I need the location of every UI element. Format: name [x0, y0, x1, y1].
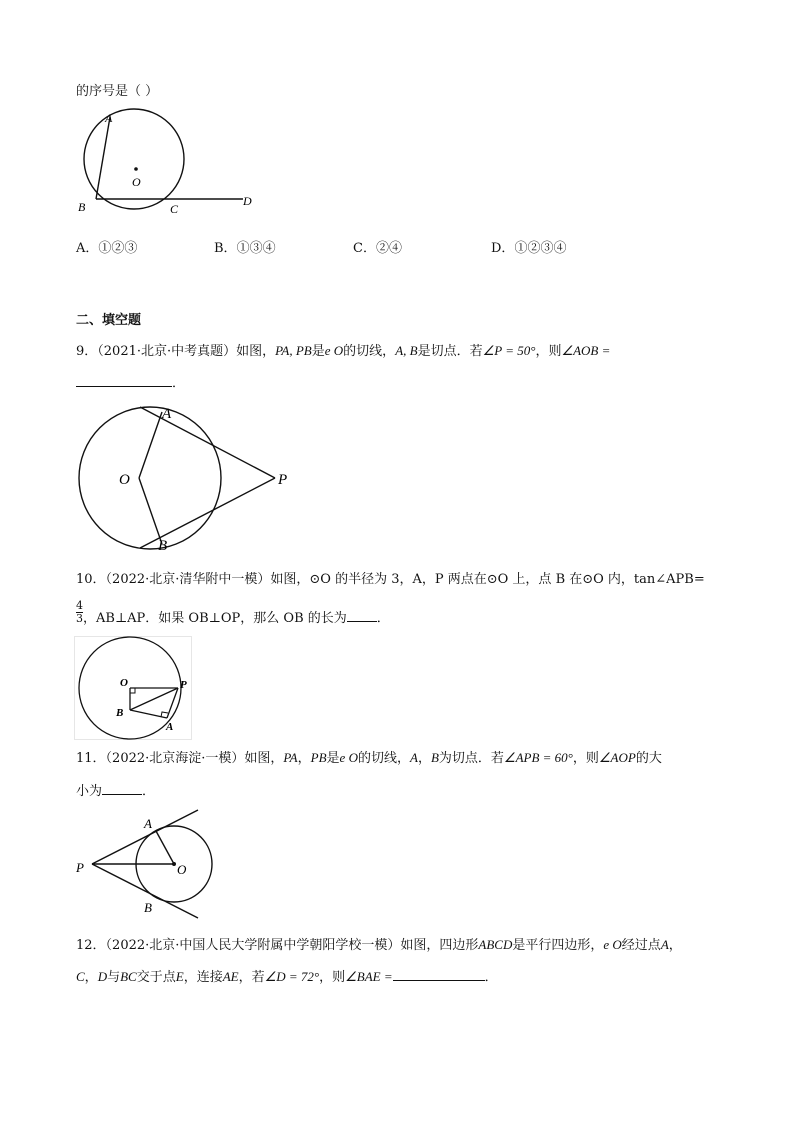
- q11-text-line2: 小为: [76, 784, 103, 799]
- q9-math-a-b: A, B: [395, 343, 418, 358]
- q10-text-line2: ，AB⊥AP．如果 OB⊥OP，那么 OB 的长为: [83, 611, 347, 626]
- q8-option-b-text: ①③④: [236, 241, 276, 256]
- q12-number: 12．: [76, 938, 106, 953]
- q10-number: 10．: [76, 572, 106, 587]
- q11-math-a: A: [409, 750, 418, 765]
- q12-answer-blank[interactable]: [393, 966, 485, 981]
- q8-question-tail: 的序号是（ ）: [76, 84, 159, 99]
- q9-text-tangent: 的切线，: [343, 344, 396, 359]
- q10-fraction: [76, 600, 83, 625]
- q11-math-circle-o: e O: [339, 750, 358, 765]
- q8-label-b: B: [78, 200, 86, 214]
- q12-comma: ，: [668, 938, 682, 953]
- q11-figure: [70, 806, 220, 922]
- q10-answer-blank[interactable]: [347, 607, 377, 622]
- q9-label-b: B: [158, 538, 168, 554]
- q10-question-line1: [76, 571, 705, 589]
- q9-number: 9．: [76, 344, 98, 359]
- q12-text-ruo: ，若: [238, 970, 265, 985]
- q8-circle: [84, 109, 184, 209]
- q12-math-e: E: [175, 969, 184, 984]
- q12-end: ．: [484, 970, 498, 985]
- q9-radius-oa: [139, 412, 162, 478]
- q9-label-p: P: [278, 472, 288, 488]
- q11-label-o: O: [177, 862, 187, 877]
- q11-answer-blank[interactable]: [102, 780, 142, 795]
- q8-option-a-text: ①②③: [98, 241, 138, 256]
- q12-math-angle-bae: ∠BAE =: [345, 969, 393, 984]
- q9-answer-line: [76, 372, 185, 393]
- q9-text-tangent-points: 是切点．若: [417, 344, 483, 359]
- q9-label-o: O: [119, 472, 130, 488]
- q10-figure: [74, 636, 192, 740]
- q9-math-angle-p: ∠P = 50°: [482, 343, 536, 358]
- section-title-fill-in: 二、填空题: [76, 313, 142, 328]
- q9-answer-blank[interactable]: [76, 372, 172, 387]
- q12-comma2: ，: [84, 970, 98, 985]
- q12-math-abcd: ABCD: [478, 937, 513, 952]
- q11-math-angle-apb: ∠APB = 60°: [503, 750, 573, 765]
- q11-text-shi: 是: [326, 751, 340, 766]
- q9-figure: [70, 398, 300, 556]
- q10-label-p: P: [180, 679, 187, 691]
- q11-math-b: B: [430, 750, 439, 765]
- q12-math-circle-o: e O: [603, 937, 622, 952]
- q12-text-yu: 与: [107, 970, 121, 985]
- q11-math-angle-aop: ∠AOP: [598, 750, 636, 765]
- q12-source: （2022·北京·中国人民大学附属中学朝阳学校一模）如图，四边形: [105, 938, 479, 953]
- q10-right-angle-o: [130, 688, 135, 693]
- q10-label-o: O: [120, 677, 128, 689]
- q9-question-line1: [76, 342, 610, 361]
- q8-option-d-letter: D．: [491, 241, 515, 256]
- q9-math-angle-aob: ∠AOB =: [561, 343, 611, 358]
- q12-math-ae: AE: [222, 969, 239, 984]
- q9-label-a: A: [162, 406, 172, 422]
- q8-label-a: A: [105, 111, 113, 125]
- q8-option-a-letter: A．: [76, 241, 99, 256]
- q12-math-angle-d: ∠D = 72°: [264, 969, 320, 984]
- q11-label-b: B: [144, 900, 152, 915]
- q8-figure: [70, 105, 270, 225]
- q11-text-tangent: 的切线，: [357, 751, 410, 766]
- q8-option-d[interactable]: [491, 240, 566, 258]
- q12-math-a: A: [660, 937, 669, 952]
- q12-text-parallelogram: 是平行四边形，: [512, 938, 604, 953]
- q8-option-b-letter: B．: [214, 241, 237, 256]
- q8-option-b[interactable]: [214, 240, 276, 258]
- q9-end: ．: [172, 376, 186, 391]
- q8-option-c[interactable]: [353, 240, 402, 258]
- q12-math-d: D: [97, 969, 108, 984]
- q9-circle: [79, 407, 221, 549]
- q11-number: 11．: [76, 751, 106, 766]
- q12-question-line1: [76, 936, 682, 955]
- q10-question-line2: [76, 600, 390, 625]
- q11-source: （2022·北京海淀·一模）如图，: [105, 751, 284, 766]
- q11-end: ．: [142, 784, 156, 799]
- q11-label-a: A: [144, 816, 152, 831]
- q10-fraction-denominator: 3: [76, 612, 83, 625]
- q10-text-line1: （2022·北京·清华附中一模）如图，⊙O 的半径为 3，A，P 两点在⊙O 上，点 B 在⊙O 内，tan∠APB=: [105, 572, 705, 587]
- q9-text-ze: ，则: [535, 344, 562, 359]
- q8-option-a[interactable]: [76, 240, 137, 258]
- q11-math-pb: PB: [310, 750, 327, 765]
- q12-text-passes: 经过点: [621, 938, 661, 953]
- q11-text-tangent-points: 为切点．若: [438, 751, 504, 766]
- q12-math-bc: BC: [120, 969, 137, 984]
- q8-label-o: O: [132, 175, 141, 189]
- q8-label-c: C: [170, 202, 179, 216]
- q11-center-dot: [172, 862, 176, 866]
- q10-label-b: B: [116, 707, 124, 719]
- q9-radius-ob: [139, 478, 162, 544]
- q9-math-pa-pb: PA, PB: [275, 343, 312, 358]
- q12-question-line2: [76, 966, 498, 987]
- q11-question-line2: [76, 780, 155, 801]
- q11-label-p: P: [76, 860, 84, 875]
- q8-label-d: D: [243, 194, 252, 208]
- q11-radius-oa: [156, 831, 174, 864]
- q11-text-ze: ，则: [572, 751, 599, 766]
- q12-text-intersect: 交于点: [136, 970, 176, 985]
- q8-center-dot: [134, 167, 138, 171]
- q9-text-shi: 是: [311, 344, 325, 359]
- q11-math-pa: PA: [283, 750, 298, 765]
- q9-source: （2021·北京·中考真题）如图，: [97, 344, 276, 359]
- q10-label-a: A: [166, 721, 174, 733]
- q12-math-c: C: [76, 969, 85, 984]
- q10-fraction-numerator: 4: [76, 599, 83, 612]
- q12-text-ze: ，则: [319, 970, 346, 985]
- q11-question-line1: [76, 749, 662, 768]
- q8-option-d-text: ①②③④: [514, 241, 567, 256]
- q9-math-circle-o: e O: [324, 343, 344, 358]
- q8-option-c-text: ②④: [375, 241, 402, 256]
- q11-text-da: 的大: [635, 751, 662, 766]
- q12-text-connect: ，连接: [183, 970, 223, 985]
- q8-option-c-letter: C．: [353, 241, 376, 256]
- q8-line-ab: [96, 117, 110, 199]
- q11-comma1: ，: [297, 751, 311, 766]
- q11-comma2: ，: [417, 751, 431, 766]
- q10-end: ．: [376, 611, 390, 626]
